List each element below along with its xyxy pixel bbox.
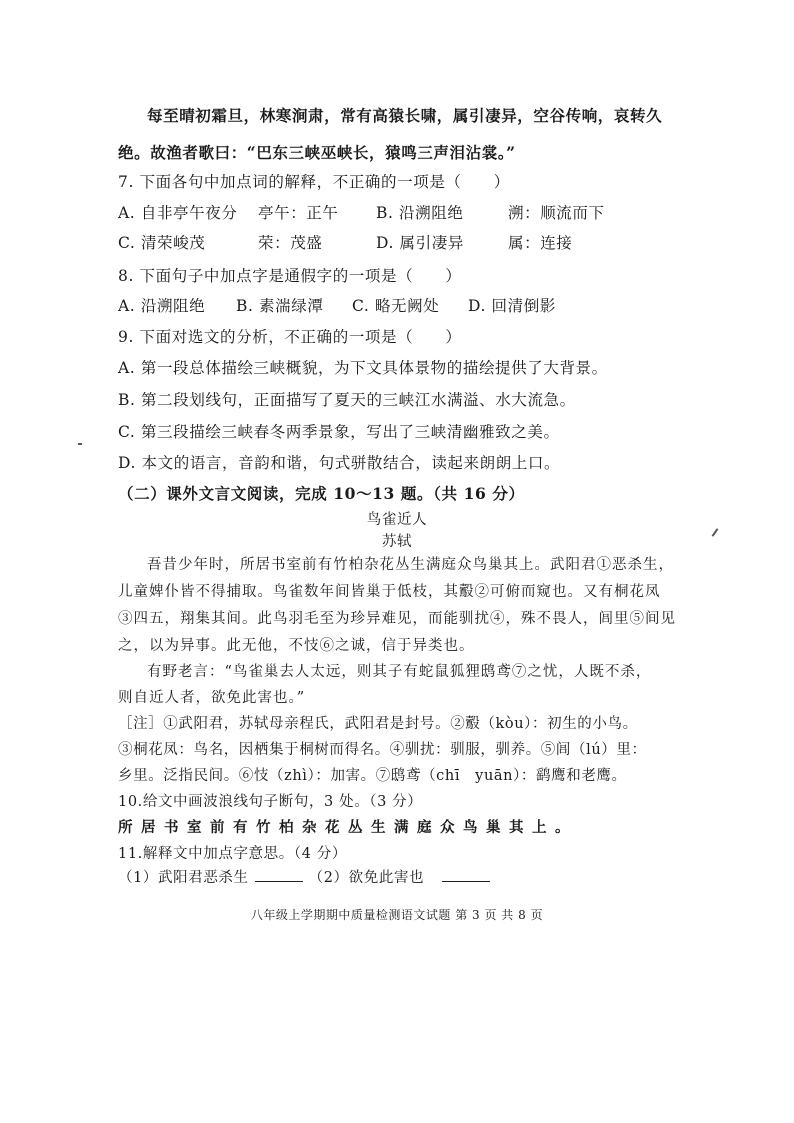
q7-option-c-label: C. 清荣峻茂 [118,234,206,252]
q7-option-a-gloss: 亭午：正午 [258,204,339,222]
q10-sentence: 所居书室前有竹柏杂花丛生满庭众鸟巢其上。 [118,819,578,836]
article-p1-line-2: 儿童婢仆皆不得捕取。鸟雀数年间皆巢于低枝，其鷇②可俯而窥也。又有桐花凤 [118,584,661,600]
q9-option-a: A. 第一段总体描绘三峡概貌，为下文具体景物的描绘提供了大背景。 [118,359,608,377]
q11-items [118,866,496,887]
article-title: 鸟雀近人 [366,512,428,528]
q9-option-c: C. 第三段描绘三峡春冬两季景象，写出了三峡清幽雅致之美。 [118,423,560,441]
q7-option-c-gloss: 荣：茂盛 [258,234,323,252]
q11-stem: 11.解释文中加点字意思。（4 分） [118,846,347,862]
q7-option-d-gloss: 属：连接 [508,234,573,252]
q8-option-b: B. 素湍绿潭 [236,297,324,315]
notes-line-1: ［注］①武阳君，苏轼母亲程氏，武阳君是封号。②鷇（kòu）：初生的小鸟。 [118,716,638,732]
q11-answer-blank-1[interactable] [255,867,303,882]
q7-option-c [118,231,572,253]
q7-option-b-gloss: 溯：顺流而下 [508,204,605,222]
section2-heading: （二）课外文言文阅读，完成 10～13 题。（共 16 分） [118,484,525,503]
article-author: 苏轼 [381,534,413,550]
page-footer: 八年级上学期期中质量检测语文试题 第 3 页 共 8 页 [250,908,544,922]
article-p2-line-2: 则自近人者，欲免此害也。” [118,690,306,706]
q9-stem: 9. 下面对选文的分析，不正确的一项是（ ） [118,328,462,346]
q7-option-a [118,201,605,223]
q8-option-a: A. 沿溯阻绝 [118,297,206,315]
q10-stem: 10.给文中画波浪线句子断句，3 处。（3 分） [118,794,423,810]
notes-line-3: 乡里。泛指民间。⑥忮（zhì）：加害。⑦鸱鸢（chī yuān）：鹞鹰和老鹰。 [118,768,627,784]
q11-answer-blank-2[interactable] [442,867,490,882]
passage-line-2: 绝。故渔者歌曰：“巴东三峡巫峡长，猿鸣三声泪沾裳。” [118,143,516,162]
notes-line-2: ③桐花凤：鸟名，因栖集于桐树而得名。④驯扰：驯服，驯养。⑤闾（lú）里： [118,742,647,758]
q7-option-d-label: D. 属引凄异 [376,234,464,252]
passage-line-1: 每至晴初霜旦，林寒涧肃，常有高猿长啸，属引凄异，空谷传响，哀转久 [147,106,663,125]
q8-option-d: D. 回清倒影 [468,297,556,315]
q11-item-1: （1）武阳君恶杀生 [118,870,249,886]
q9-option-d: D. 本文的语言，音韵和谐，句式骈散结合，读起来朗朗上口。 [118,454,561,472]
q11-item-2: （2）欲免此害也 [308,870,425,886]
article-p2-line-1: 有野老言：“鸟雀巢去人太远，则其子有蛇鼠狐狸鸱鸢⑦之忧，人既不杀， [147,664,652,680]
q7-option-b-label: B. 沿溯阻绝 [376,204,464,222]
q8-options [118,294,556,316]
q9-option-b: B. 第二段划线句，正面描写了夏天的三峡江水满溢、水大流急。 [118,391,576,409]
q7-stem: 7. 下面各句中加点词的解释，不正确的一项是（ ） [118,173,510,191]
article-p1-line-1: 吾昔少年时，所居书室前有竹柏杂花丛生满庭众鸟巢其上。武阳君①恶杀生， [147,557,674,573]
q8-stem: 8. 下面句子中加点字是通假字的一项是（ ） [118,267,462,285]
article-p1-line-3: ③四五，翔集其间。此鸟羽毛至为珍异难见，而能驯扰④，殊不畏人，闾里⑤间见 [118,611,676,627]
article-p1-line-4: 之，以为异事。此无他，不忮⑥之诚，信于异类也。 [118,638,475,654]
scan-speck [78,443,82,445]
q7-option-a-label: A. 自非亭午夜分 [118,204,238,222]
q8-option-c: C. 略无阙处 [352,297,440,315]
